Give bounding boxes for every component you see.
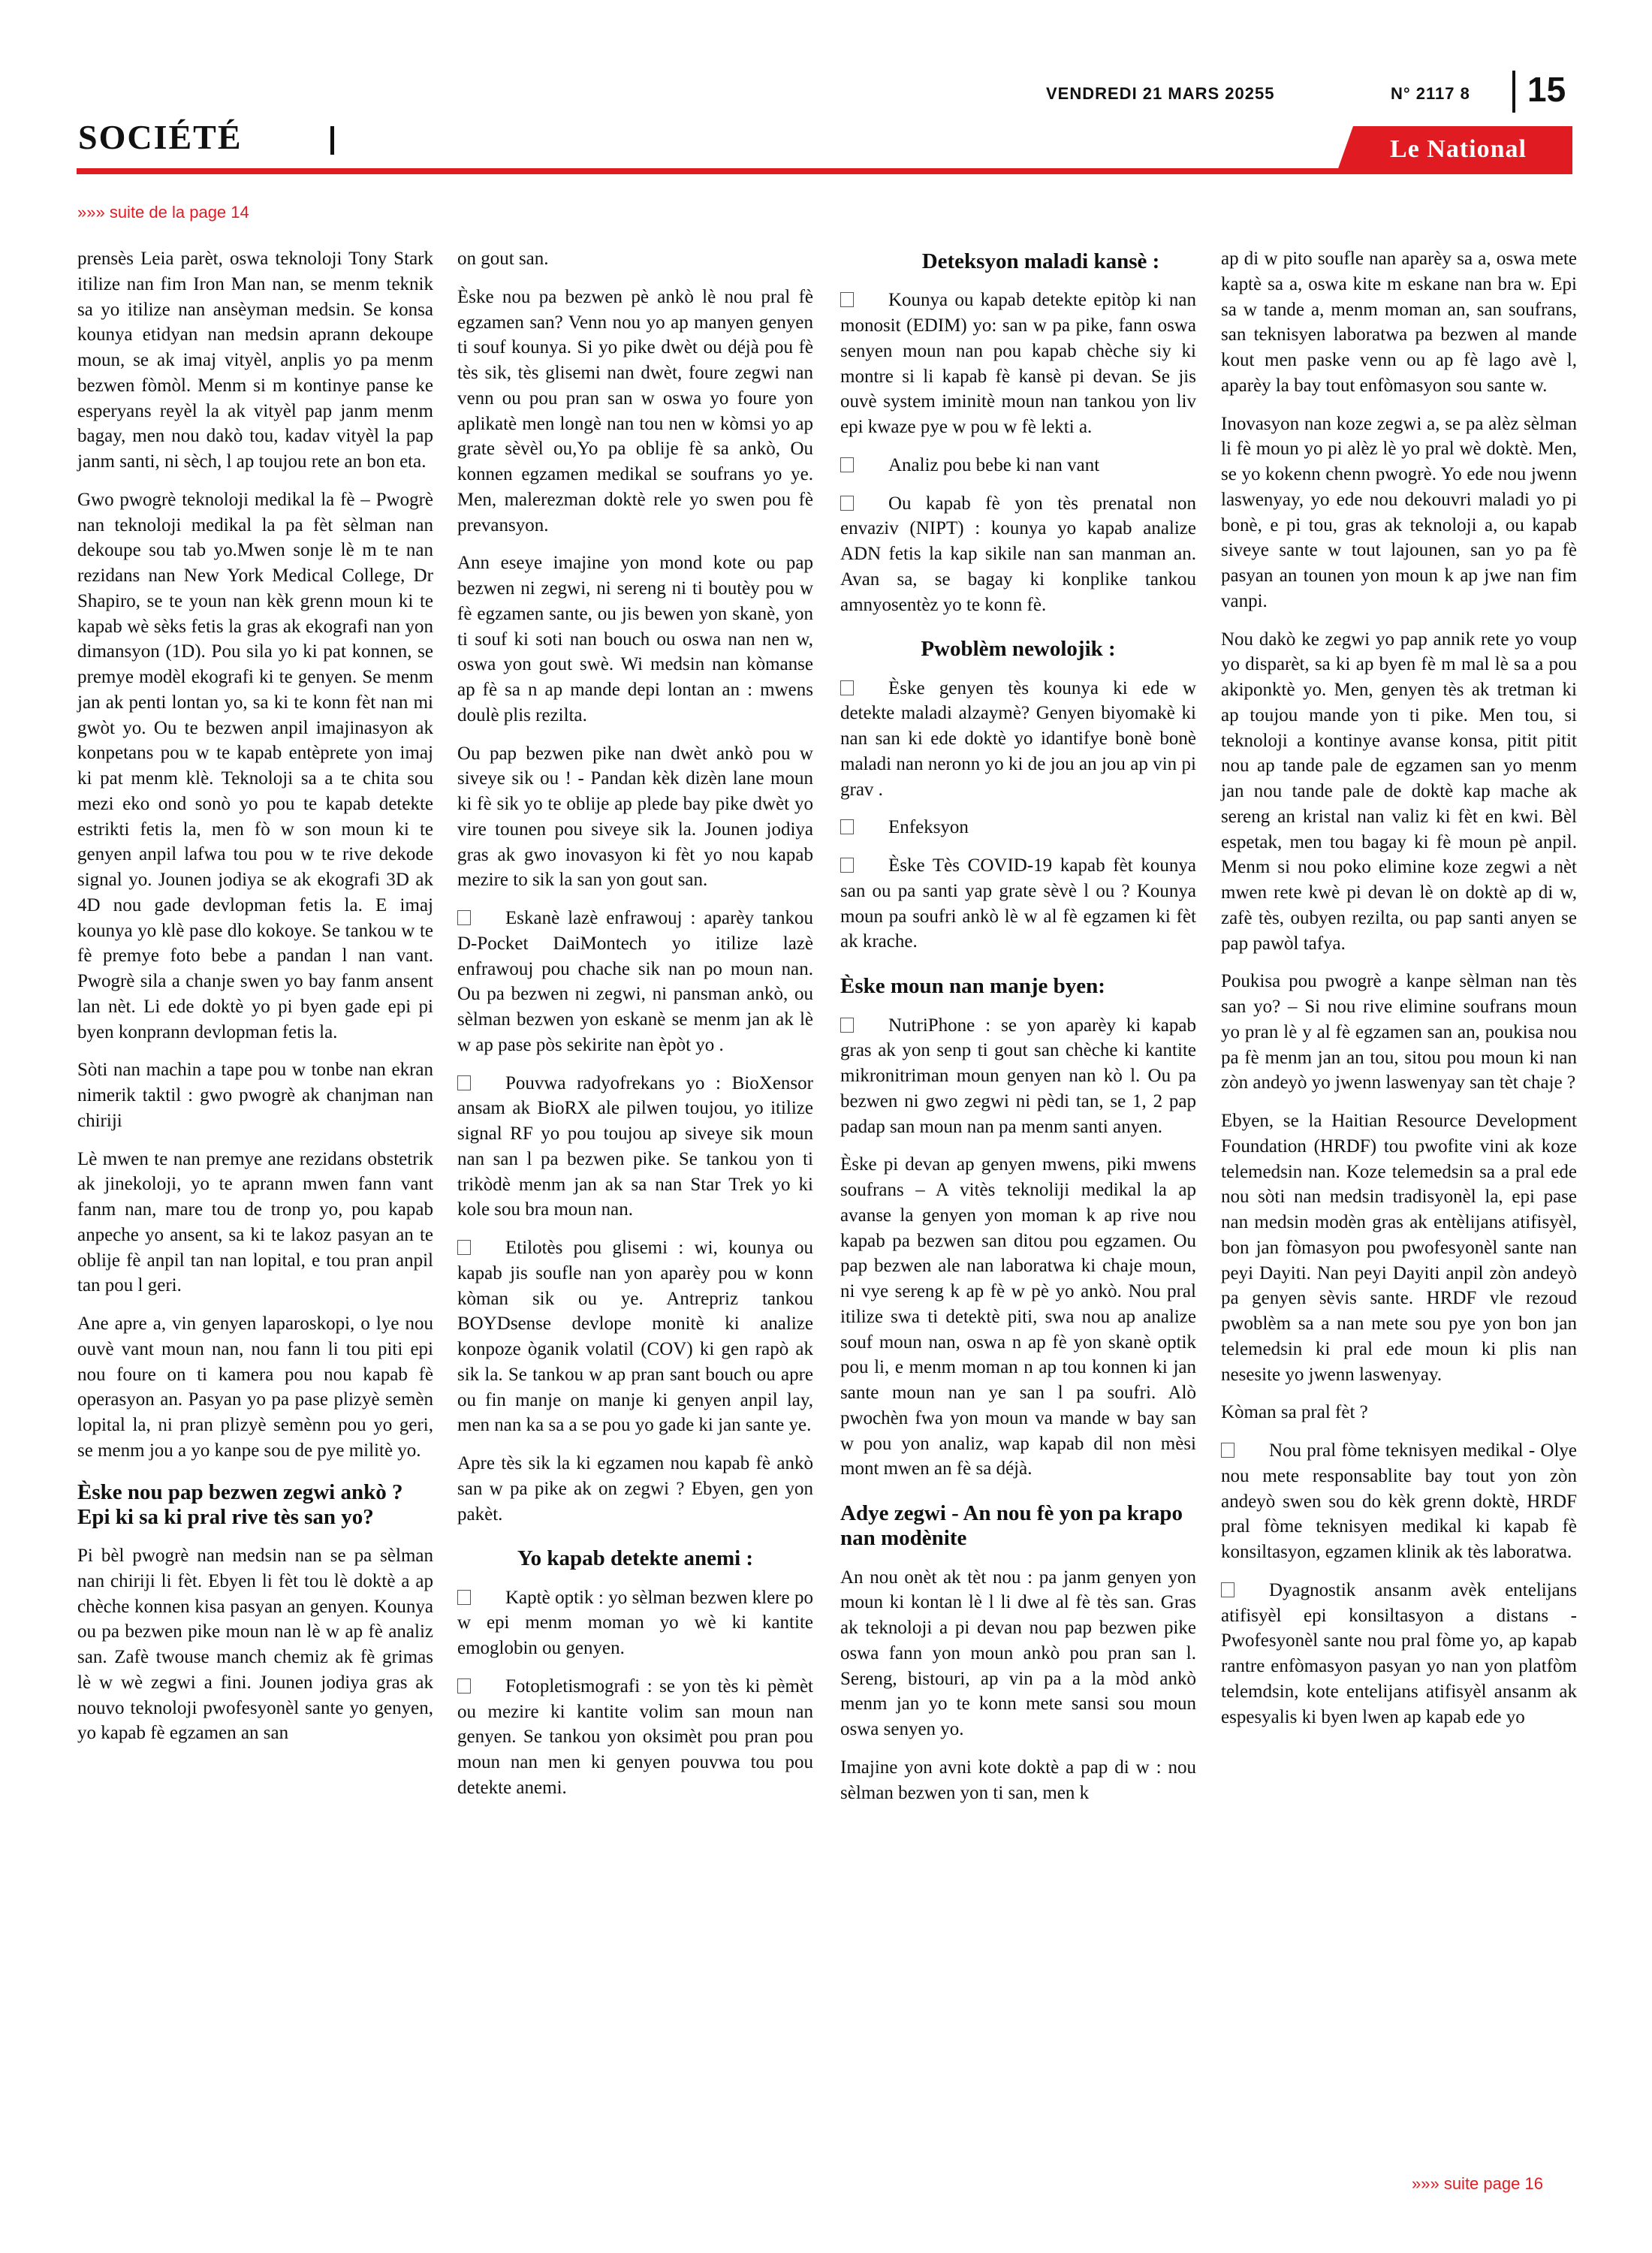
brand-logo: Le National [1390, 135, 1527, 163]
bullet-text: Dyagnostik ansanm avèk entelijans atifisyèl epi konsiltasyon a distans - Pwofesyonèl sante nou pral fòme yo, ap kapab rantre enfòmasyon pasyan yo nan yon platfòm telemdsin, kote entelijans atifisyèl ansanm ak espesyalis ki byen lwen ap kapab ede yo [1221, 1579, 1577, 1727]
bullet-text: Nou pral fòme teknisyen medikal - Olye nou mete responsablite bay tout yon zòn andeyò swen sou do kèk grenn doktè, HRDF pral fòme teknisyen medikal ki kapab fè konsiltasyon, egzamen klinik ak tès laboratwa. [1221, 1440, 1577, 1562]
bullet-icon [840, 819, 854, 834]
bullet-text: Kounya ou kapab detekte epitòp ki nan monosit (EDIM) yo: san w pa pike, fann oswa senyen moun nan pou kapab chèche siy ki montre si li kapab fè kansè pi devan. Se jis ouvè system iminitè moun nan tankou yon liv epi kwaze pye w pou w fè lekti a. [840, 290, 1196, 438]
paragraph: Pi bèl pwogrè nan medsin nan se pa sèlman nan chiriji li fèt. Ebyen li fèt tou lè doktè a ap chèche konnen kisa pasyan an genyen. Kounya ou pa bezwen pike moun nan lè w ap fè analiz san. Zafè twouse manch chemiz ak fè grimas lè w wè zegwi a fini. Jounen jodiya gras ak nouvo teknoloji pwofesyonèl sante yo genyen, yo kapab fè egzamen an san [77, 1546, 433, 1744]
subheading: Èske nou pap bezwen zegwi ankò ? Epi ki sa ki pral rive tès san yo? [77, 1479, 403, 1529]
bullet-paragraph [840, 676, 1196, 803]
paragraph: prensès Leia parèt, oswa teknoloji Tony Stark itilize nan fim Iron Man nan, se menm teknik sa yo itilize nan ansèyman medsin. Se konsa kounya etidyan nan medsin aprann dekoupe moun, se ak imaj vityèl, anplis yo pa menm bezwen fòmòl. Menm si m kontinye panse ke esperyans reyèl la ak vityèl pap janm menm bagay, men nou dakò tou, kadav vityèl la pap janm santi, ni sèch, l ap toujou rete an bon eta. [77, 249, 433, 472]
header-divider [1512, 71, 1515, 113]
bullet-text: Kaptè optik : yo sèlman bezwen klere po w epi menm moman yo wè ki kantite emoglobin ou genyen. [457, 1587, 813, 1659]
bullet-icon [457, 1590, 471, 1605]
bullet-paragraph [457, 1674, 813, 1801]
paragraph: Ou pap bezwen pike nan dwèt ankò pou w siveye sik ou ! - Pandan kèk dizèn lane moun ki fè sik yo te oblije ap plede bay pike dwèt yo vire tounen pou siveye sik la. Jounen jodiya gras ak gwo inovasyon ki fèt yo nou kapab mezire to sik la san yon gout san. [457, 743, 813, 891]
bullet-text: Enfeksyon [888, 817, 969, 838]
bullet-paragraph [840, 1013, 1196, 1140]
column-2 [457, 246, 813, 1814]
bullet-paragraph [840, 453, 1196, 478]
continued-to: »»» suite page 16 [1412, 2174, 1543, 2193]
bullet-paragraph [457, 1585, 813, 1661]
bullet-icon [457, 1075, 471, 1090]
column-4 [1221, 246, 1577, 1742]
bullet-paragraph [1221, 1438, 1577, 1565]
bullet-paragraph [457, 1071, 813, 1223]
bullet-text: Analiz pou bebe ki nan vant [888, 454, 1100, 475]
issue-number: N° 2117 8 [1391, 84, 1470, 103]
page-number: 15 [1527, 70, 1566, 109]
paragraph: Ebyen, se la Haitian Resource Development Foundation (HRDF) tou pwofite vini ak koze telemedsin nan. Koze telemedsin sa a pral ede nou sòti nan medsin tradisyonèl la, epi pase nan medsin modèn gras ak entèlijans atifisyèl, bon jan fòmasyon pou pwofesyonèl sante nan peyi Dayiti. Nan peyi Dayiti anpil zòn andeyò pa genyen sèvis sante. HRDF vle rezoud pwoblèm sa a nan mete sou pye yon bon jan telemedsin ki pral ede moun ki plis nan nesesite yo jwenn laswenyay. [1221, 1111, 1577, 1385]
bullet-icon [457, 1240, 471, 1255]
paragraph: Lè mwen te nan premye ane rezidans obstetrik ak jinekoloji, yo te aprann mwen fann vant fanm nan, mare tou de tronp yo, pou kapab anpeche yo ansent, sa ki te lakoz pasyan an te oblije fè anpil tan nan lopital, e tou pran anpil tan pou l geri. [77, 1148, 433, 1296]
bullet-text: Fotopletismografi : se yon tès ki pèmèt ou mezire ki kantite volim san moun nan genyen. Se tankou yon oksimèt pou pran pou moun nan men ki genyen pouvwa tou pou detekte anemi. [457, 1675, 813, 1798]
paragraph: Èske pi devan ap genyen mwens, piki mwens soufrans – A vitès teknoliji medikal la ap avanse la genyen yon moman k ap rive nou kapab pa bezwen san ditou pou egzamen. Ou pap bezwen ale nan laboratwa ki chaje moun, ni vye sereng k ap fè w pè yo ankò. Nou pral itilize swa ti detektè piti, swa nou ap analize souf moun nan, oswa n ap fè yon skanè optik pou li, e menm moman n ap tou konnen ki jan sante moun nan ye san l pa soufri. Alò pwochèn fwa yon moun va mande w bay san w pou yon analiz, wap kapab dil non mèsi mont mwen an fè sa déjà. [840, 1154, 1196, 1479]
bullet-paragraph [457, 1235, 813, 1438]
paragraph: Ane apre a, vin genyen laparoskopi, o lye nou ouvè vant moun nan, nou fann li tou piti epi nou foure on ti kamera pou nou kapab fè operasyon an. Pasyan yo pa pase plizyè semèn lopital la, ni pran plizyè semènn pou yo geri, se menm jou a yo kanpe sou de pye militè yo. [77, 1313, 433, 1461]
paragraph: ap di w pito soufle nan aparèy sa a, oswa mete kaptè sa a, oswa kite m eskane nan bra w. Epi sa w tande a, menm moman an, san soufrans, san teknisyen laboratwa pa bezwen al mande kout men paske venn ou ap fè lago avè l, aparèy la bay tout enfòmasyon sou sante w. [1221, 249, 1577, 396]
bullet-icon [840, 680, 854, 695]
bullet-paragraph [840, 815, 1196, 840]
bullet-text: NutriPhone : se yon aparèy ki kapab gras ak yon senp ti gout san chèche ki kantite mikronitriman moun genyen nan kò l. Ou pa bezwen ni gwo zegwi ni pèdi tan, se 1, 2 pap padap san moun nan pa menm santi anyen. [840, 1015, 1196, 1137]
bullet-paragraph [840, 853, 1196, 955]
paragraph: An nou onèt ak tèt nou : pa janm genyen yon moun ki kontan lè l li dwe al fè tès san. Gras ak teknoloji a pi devan nou pap bezwen pike oswa fann yon moun ankò pou pran san l. Sereng, bistouri, ap vin pa a la mòd ankò menm jan yo te konn mete sansi sou moun oswa senyen yo. [840, 1567, 1196, 1740]
bullet-icon [1221, 1582, 1234, 1597]
subheading: Adye zegwi - An nou fè yon pa krapo nan modènite [840, 1501, 1183, 1551]
bullet-icon [840, 496, 854, 511]
bullet-text: Èske Tès COVID-19 kapab fèt kounya san ou pa santi yap grate sèvè l ou ? Kounya moun pa soufri ankò lè w al fè egzamen ki fèt ak krache. [840, 855, 1196, 952]
paragraph: Kòman sa pral fèt ? [1221, 1402, 1368, 1423]
subheading: Èske moun nan manje byen: [840, 974, 1105, 999]
bullet-paragraph [1221, 1578, 1577, 1730]
bullet-paragraph [840, 288, 1196, 440]
subheading: Yo kapab detekte anemi : [517, 1546, 754, 1571]
column-1 [77, 246, 433, 1759]
paragraph: Ann eseye imajine yon mond kote ou pap bezwen ni zegwi, ni sereng ni ti boutèy pou w fè egzamen sante, ou jis bewen yon skanè, yon ti souf ki soti nan bouch ou oswa nan nen w, oswa yon gout swè. Wi medsin nan kòmanse ap fè sa n ap mande depi lontan an : mwens doulè plis rezilta. [457, 553, 813, 725]
paragraph: Sòti nan machin a tape pou w tonbe nan ekran nimerik taktil : gwo pwogrè ak chanjman nan chiriji [77, 1060, 433, 1131]
paragraph: Apre tès sik la ki egzamen nou kapab fè ankò san w pa pike ak on zegwi ? Ebyen, gen yon pakèt. [457, 1453, 813, 1525]
bullet-icon [457, 1678, 471, 1694]
bullet-icon [840, 858, 854, 873]
paragraph: Èske nou pa bezwen pè ankò lè nou pral fè egzamen san? Venn nou yo ap manyen genyen ti souf kounya. Si yo pike dwèt ou déjà pou fè tès sik, tès glisemi nan dwèt, foure zegwi nan venn ou pou pran san w oswa yo foure yon aplikatè men longè nan tou nen w kòmsi yo ap grate sèvèl ou,Yo pa oblije fè sa ankò, Ou konnen egzamen medikal se soufrans yo ye. Men, malerezman doktè rele yo swen pou fè prevansyon. [457, 286, 813, 535]
bullet-text: Eskanè lazè enfrawouj : aparèy tankou D-Pocket DaiMontech yo itilize lazè enfrawouj pou chache sik nan po moun nan. Ou pa bezwen ni zegwi, ni pansman ankò, ou sèlman bezwen yon eskanè se menm jan ak lè w ap pase pòs sekirite nan èpòt yo . [457, 908, 813, 1055]
bullet-paragraph [840, 491, 1196, 618]
paragraph: Inovasyon nan koze zegwi a, se pa alèz sèlman li fè moun yo pi alèz lè yo pral wè doktè. Men, se yo kokenn chenn pwogrè. Yo ede nou jwenn laswenyay, yo ede nou dekouvri maladi yo pi bonè, e pi tou, gras ak teknoloji a, ou kapab siveye sante w tout lajounen, san yo pa fè pasyan an tounen yon moun k ap jwe nan fim vanpi. [1221, 413, 1577, 611]
subheading: Deteksyon maladi kansè : [921, 249, 1160, 273]
bullet-text: Ou kapab fè yon tès prenatal non envaziv (NIPT) : kounya yo kapab analize ADN fetis la kap sikile nan san manman an. Avan sa, se bagay ki konplike tankou amnyosentèz yo te konn fè. [840, 493, 1196, 615]
paragraph: on gout san. [457, 249, 549, 269]
bullet-text: Èske genyen tès kounya ki ede w detekte maladi alzaymè? Genyen biyomakè ki nan san ki ede doktè yo idantifye bonè bonè maladi nan neronn yo ki de jou an jou ap vin pi grav . [840, 677, 1196, 800]
bullet-icon [840, 1018, 854, 1033]
bullet-text: Pouvwa radyofrekans yo : BioXensor ansam ak BioRX ale pilwen toujou, yo itilize signal RF yo pou toujou ap siveye sik moun nan san l pa bezwen pike. Se tankou yon ti trikòdè menm jan ak sa nan Star Trek yo ki kole sou bra moun nan. [457, 1072, 813, 1220]
bullet-icon [457, 910, 471, 925]
bullet-text: Etilotès pou glisemi : wi, kounya ou kapab jis soufle nan yon aparèy pou w konn kòman sik ou ye. Antrepriz tankou BOYDsense devlope monitè ki analize konpoze òganik volatil (COV) ki gen rapò ak sik la. Se tankou w ap pran sant bouch ou apre ou fin manje on manje ki genyen anpil lay, men nan ka sa a se pou yo gade ki jan sante ye. [457, 1238, 813, 1436]
bullet-icon [840, 292, 854, 307]
subheading: Pwoblèm newolojik : [921, 637, 1116, 662]
continued-from: »»» suite de la page 14 [77, 203, 249, 222]
paragraph: Imajine yon avni kote doktè a pap di w : nou sèlman bezwen yon ti san, men k [840, 1757, 1196, 1803]
paragraph: Gwo pwogrè teknoloji medikal la fè – Pwogrè nan teknoloji medikal la pa fèt sèlman nan dekoupe sou tab yo.Mwen sonje lè m te nan rezidans nan New York Medical College, Dr Shapiro, se te youn nan kèk grenn moun ki te kapab wè sèks fetis la gras ak ekografi nan yon dimansyon (1D). Pou sila yo ki pat konnen, se premye modèl ekografi ki te genyen. Se menm jan ak penti lontan yo, sa ki te konn fèt nan mi gwòt yo. Ou te bezwen anpil imajinasyon ak konpetans pou w te kapab entèprete yon imaj ki pat menm klè. Teknoloji sa a te chita sou mezi eko ond sonò yo pou te kapab detekte estrikti fetis la, men fò w son moun ki te genyen anpil lafwa tou pou w te rive dekode signal yo. Jounen jodiya se ak ekografi 3D ak 4D nou gade devlopman fetis la. E imaj kounya yo klè pase dlo kokoye. Se tankou w te fè premye foto bebe a pandan l nan vant. Pwogrè sila a chanje swen yo bay fanm ansent lan nèt. Li ede doktè yo pi byen gade epi pi byen konprann devlopman fetis la. [77, 489, 433, 1042]
section-title: SOCIÉTÉ [78, 118, 243, 156]
paragraph: Nou dakò ke zegwi yo pap annik rete yo voup yo disparèt, sa ki ap byen fè m mal lè sa a pou akiponktè yo. Men, genyen tès ak tretman ki ap toujou mande yon ti pike. Men tou, si teknoloji a kontinye avanse konsa, pitit pitit nou ap tande pale de egzamen san yo menm jan nou tande pale de doktè kap mache ak sereng an kristal nan valiz ki fèt en kwi. Bèl espetak, men tou bagay ki fè moun pè anpil. Menm si nou poko elimine koze zegwi a nèt mwen rete kwè pi devan lè on doktè ap di w, zafè tès, oubyen rezilta, ou pap santi anyen se pap pawòl tafya. [1221, 629, 1577, 954]
bullet-paragraph [457, 906, 813, 1058]
column-3 [840, 246, 1196, 1818]
paragraph: Poukisa pou pwogrè a kanpe sèlman nan tès san yo? – Si nou rive elimine soufrans moun yo pran lè y al fè egzamen san an, poukisa nou pa fè menm jan an tou, sitou pou moun ki nan zòn andeyò yo jwenn laswenyay san tèt chaje ? [1221, 971, 1577, 1093]
bullet-icon [1221, 1443, 1234, 1458]
header-rule [77, 168, 1572, 174]
section-divider [330, 126, 334, 155]
bullet-icon [840, 457, 854, 472]
issue-date: VENDREDI 21 MARS 20255 [1046, 84, 1275, 103]
